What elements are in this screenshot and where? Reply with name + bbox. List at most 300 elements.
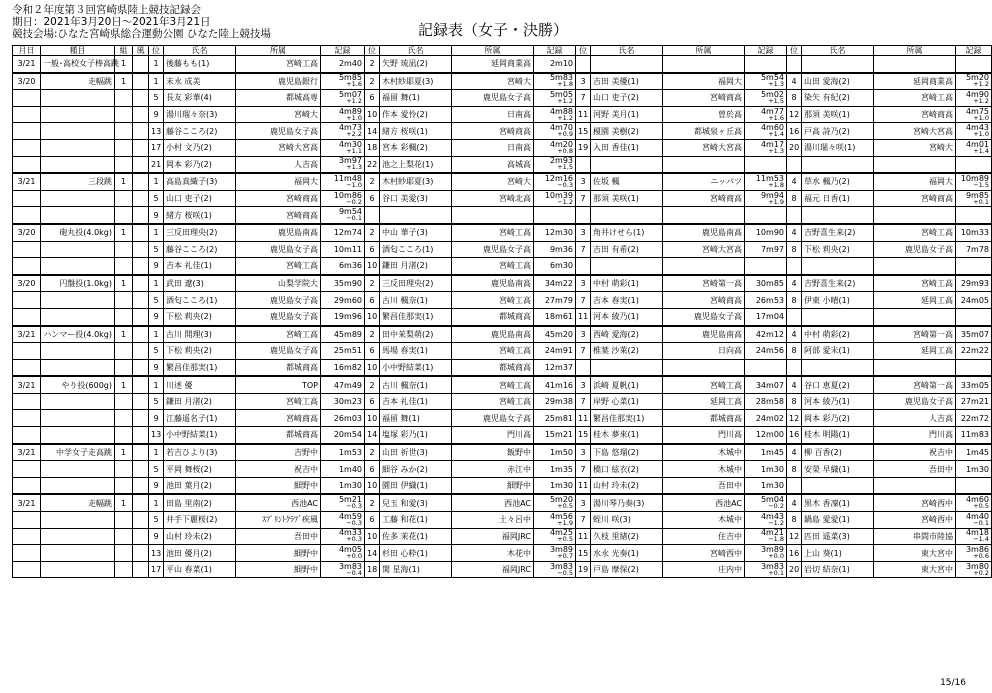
rank-cell: 5 (149, 343, 164, 360)
mark-cell (534, 207, 576, 224)
mark-value: 12m37 (544, 362, 573, 372)
wind-value: −0.2 (768, 502, 784, 511)
mark-cell (534, 561, 576, 578)
athlete-affiliation (663, 156, 745, 173)
athlete-name: 湯川琴乃奏(3) (591, 494, 663, 511)
heat-number: 1 (115, 376, 133, 393)
mark-cell (321, 561, 365, 578)
event-name: 砲丸投(4.0kg) (41, 224, 115, 241)
heat-number (115, 90, 133, 107)
mark-value: 33m05 (960, 380, 989, 390)
rank-cell: 11 (576, 106, 591, 123)
athlete-affiliation: ニッパツ (663, 173, 745, 190)
heat-number (115, 106, 133, 123)
wind-cell (133, 477, 149, 494)
event-name (41, 123, 115, 140)
mark-cell (956, 528, 992, 545)
event-date: 3/20 (13, 224, 41, 241)
rank-cell (787, 207, 802, 224)
column-header: 記録 (534, 46, 576, 56)
athlete-affiliation: 鹿児島南高 (236, 224, 321, 241)
rank-cell: 7 (576, 393, 591, 410)
athlete-name: 中村 萌彩(2) (802, 326, 874, 343)
rank-cell (787, 258, 802, 275)
heat-number (115, 207, 133, 224)
athlete-affiliation: 宮崎大 (874, 139, 956, 156)
athlete-affiliation: 宮崎工高 (236, 258, 321, 275)
event-date (13, 477, 41, 494)
wind-value: −1.8 (768, 535, 784, 544)
rank-cell: 5 (149, 90, 164, 107)
mark-value: 29m60 (333, 295, 362, 305)
mark-cell (745, 275, 787, 292)
table-row (13, 393, 992, 410)
heat-number (115, 427, 133, 444)
event-date (13, 190, 41, 207)
mark-cell (956, 224, 992, 241)
athlete-affiliation: 宮崎西中 (874, 512, 956, 529)
event-date (13, 359, 41, 376)
mark-cell (745, 343, 787, 360)
athlete-affiliation: 人吉高 (874, 410, 956, 427)
athlete-name: 戸高 詩乃(2) (802, 123, 874, 140)
table-row (13, 207, 992, 224)
table-row (13, 410, 992, 427)
rank-cell: 3 (576, 376, 591, 393)
mark-value: 1m30 (760, 464, 784, 474)
athlete-name: 角井けせら(1) (591, 224, 663, 241)
wind-cell (133, 139, 149, 156)
column-header: 記録 (956, 46, 992, 56)
table-row (13, 292, 992, 309)
athlete-affiliation: 宮崎工高 (874, 90, 956, 107)
athlete-name: 平岡 舞桜(2) (164, 461, 236, 478)
athlete-affiliation: 鹿児島女子高 (236, 292, 321, 309)
event-date (13, 410, 41, 427)
mark-value: 1m30 (760, 481, 784, 491)
mark-cell (956, 512, 992, 529)
mark-value: 1m45 (965, 447, 989, 457)
athlete-affiliation: 福岡大 (663, 73, 745, 90)
mark-value: 4m73 (338, 123, 362, 133)
mark-cell (321, 326, 365, 343)
athlete-name: 作本 愛怜(2) (380, 106, 452, 123)
heat-number (115, 139, 133, 156)
mark-value: 3m83 (760, 561, 784, 571)
mark-cell (745, 561, 787, 578)
mark-cell (745, 90, 787, 107)
rank-cell: 16 (787, 427, 802, 444)
heat-number (115, 343, 133, 360)
athlete-name: 吉本 礼佳(1) (164, 258, 236, 275)
rank-cell: 3 (576, 73, 591, 90)
athlete-name: 吉田 美優(1) (591, 73, 663, 90)
rank-cell: 2 (365, 56, 380, 73)
mark-value: 1m45 (760, 447, 784, 457)
athlete-name: 久枝 里緒(2) (591, 528, 663, 545)
heat-number: 1 (115, 494, 133, 511)
rank-cell: 5 (149, 292, 164, 309)
athlete-name (802, 56, 874, 73)
mark-cell (534, 477, 576, 494)
athlete-affiliation: 宮崎大宮高 (663, 139, 745, 156)
rank-cell: 2 (365, 326, 380, 343)
wind-cell (133, 292, 149, 309)
rank-cell: 1 (149, 56, 164, 73)
athlete-name: 吉野喜生来(2) (802, 275, 874, 292)
page-title: 記録表（女子・決勝） (418, 21, 569, 39)
heat-number (115, 528, 133, 545)
athlete-affiliation: 鹿児島南高 (663, 326, 745, 343)
wind-value: +0.5 (557, 535, 573, 544)
athlete-name: 黒木 香凜(1) (802, 494, 874, 511)
athlete-affiliation: 宮崎工高 (874, 275, 956, 292)
event-date (13, 106, 41, 123)
table-row (13, 427, 992, 444)
rank-cell: 8 (787, 461, 802, 478)
athlete-affiliation: 宮崎大 (236, 106, 321, 123)
athlete-affiliation: 鹿児島銀行 (236, 73, 321, 90)
athlete-name: 山田 愛海(2) (802, 73, 874, 90)
athlete-name: 岸野 心菜(1) (591, 393, 663, 410)
heat-number (115, 292, 133, 309)
athlete-affiliation: 吾田中 (236, 528, 321, 545)
event-name (41, 292, 115, 309)
wind-cell (133, 190, 149, 207)
table-row (13, 343, 992, 360)
event-name (41, 308, 115, 325)
mark-value: 11m83 (960, 430, 989, 440)
mark-value: 6m30 (549, 261, 573, 271)
table-row (13, 123, 992, 140)
athlete-affiliation: 都城泉ヶ丘高 (663, 123, 745, 140)
mark-cell (956, 56, 992, 73)
wind-value: +0.0 (346, 552, 362, 561)
athlete-affiliation: 門川高 (663, 427, 745, 444)
table-row (13, 90, 992, 107)
athlete-name (802, 477, 874, 494)
athlete-affiliation: 宮崎第一高 (874, 376, 956, 393)
event-date: 3/20 (13, 73, 41, 90)
athlete-name: 鎌田 月渚(2) (380, 258, 452, 275)
table-row (13, 561, 992, 578)
event-date (13, 461, 41, 478)
mark-cell (745, 308, 787, 325)
rank-cell: 7 (576, 241, 591, 258)
athlete-name (802, 359, 874, 376)
mark-value: 28m58 (755, 397, 784, 407)
mark-cell (956, 326, 992, 343)
table-row (13, 461, 992, 478)
athlete-affiliation: 細野中 (236, 561, 321, 578)
mark-cell (321, 190, 365, 207)
event-name: 円盤投(1.0kg) (41, 275, 115, 292)
wind-value: +0.9 (557, 130, 573, 139)
rank-cell: 3 (576, 444, 591, 461)
wind-value: +0.0 (768, 552, 784, 561)
athlete-name: 那須 美咲(1) (591, 190, 663, 207)
wind-value: +1.3 (768, 146, 784, 155)
mark-cell (745, 376, 787, 393)
athlete-name: 武田 遼(3) (164, 275, 236, 292)
athlete-name: 工藤 和花(1) (380, 512, 452, 529)
rank-cell: 9 (149, 477, 164, 494)
mark-cell (745, 123, 787, 140)
mark-cell (534, 106, 576, 123)
wind-cell (133, 444, 149, 461)
mark-cell (534, 494, 576, 511)
rank-cell: 22 (365, 156, 380, 173)
athlete-name: 吉田 有希(2) (591, 241, 663, 258)
athlete-name (591, 258, 663, 275)
athlete-affiliation: 宮崎大 (452, 73, 534, 90)
mark-cell (956, 156, 992, 173)
athlete-name: 矢野 琉凪(2) (380, 56, 452, 73)
wind-cell (133, 393, 149, 410)
wind-value: +0.8 (557, 146, 573, 155)
mark-value: 4m40 (965, 511, 989, 521)
wind-cell (133, 156, 149, 173)
athlete-name (380, 207, 452, 224)
header-row (13, 46, 992, 56)
mark-cell (534, 512, 576, 529)
rank-cell: 1 (149, 224, 164, 241)
rank-cell: 4 (787, 73, 802, 90)
athlete-affiliation: 日南高 (452, 139, 534, 156)
wind-value: +1.6 (768, 113, 784, 122)
heat-number: 1 (115, 73, 133, 90)
wind-cell (133, 494, 149, 511)
mark-value: 9m85 (965, 190, 989, 200)
heat-number (115, 258, 133, 275)
rank-cell: 4 (787, 444, 802, 461)
athlete-affiliation: 東大宮中 (874, 545, 956, 562)
mark-value: 22m72 (960, 413, 989, 423)
mark-value: 4m21 (760, 528, 784, 538)
mark-value: 7m97 (760, 244, 784, 254)
event-date (13, 258, 41, 275)
mark-value: 27m21 (960, 397, 989, 407)
athlete-name: 馬場 春実(1) (380, 343, 452, 360)
mark-cell (956, 308, 992, 325)
mark-cell (534, 359, 576, 376)
mark-cell (956, 561, 992, 578)
athlete-name: 中山 華子(3) (380, 224, 452, 241)
wind-value: +1.9 (557, 518, 573, 527)
event-date (13, 207, 41, 224)
mark-value: 30m85 (755, 279, 784, 289)
mark-value: 45m89 (333, 329, 362, 339)
wind-cell (133, 258, 149, 275)
mark-value: 2m93 (549, 156, 573, 166)
mark-cell (745, 393, 787, 410)
athlete-affiliation: 福岡大 (874, 173, 956, 190)
rank-cell: 9 (149, 207, 164, 224)
rank-cell: 13 (149, 123, 164, 140)
athlete-name: 江藤遥名子(1) (164, 410, 236, 427)
athlete-name: 若吉ひより(3) (164, 444, 236, 461)
athlete-affiliation: 宮崎商高 (663, 190, 745, 207)
athlete-name: 三反田理央(2) (380, 275, 452, 292)
table-row (13, 258, 992, 275)
mark-value: 47m49 (333, 380, 362, 390)
rank-cell: 7 (576, 190, 591, 207)
mark-cell (956, 444, 992, 461)
mark-cell (745, 444, 787, 461)
table-row (13, 444, 992, 461)
athlete-name: 草水 楓乃(2) (802, 173, 874, 190)
athlete-name: 西崎 愛海(2) (591, 326, 663, 343)
mark-value: 5m07 (338, 89, 362, 99)
mark-value: 10m89 (960, 173, 989, 183)
heat-number (115, 410, 133, 427)
rank-cell: 21 (149, 156, 164, 173)
rank-cell: 7 (576, 461, 591, 478)
wind-cell (133, 326, 149, 343)
athlete-affiliation: 吾田中 (874, 461, 956, 478)
mark-cell (321, 156, 365, 173)
athlete-name: 池之上梨花(1) (380, 156, 452, 173)
mark-value: 2m10 (549, 59, 573, 69)
athlete-affiliation (663, 207, 745, 224)
athlete-name: 吉本 春実(1) (591, 292, 663, 309)
wind-value: −0.3 (346, 518, 362, 527)
mark-cell (956, 207, 992, 224)
athlete-name: 鎌田 月渚(2) (164, 393, 236, 410)
rank-cell: 20 (787, 561, 802, 578)
rank-cell: 18 (365, 139, 380, 156)
mark-cell (745, 410, 787, 427)
heat-number (115, 359, 133, 376)
athlete-affiliation: 土々呂中 (452, 512, 534, 529)
athlete-affiliation: 門川高 (874, 427, 956, 444)
mark-value: 3m80 (965, 561, 989, 571)
athlete-affiliation: 延岡工高 (874, 292, 956, 309)
event-name (41, 528, 115, 545)
column-header: 位 (787, 46, 802, 56)
athlete-affiliation: 吉野中 (236, 444, 321, 461)
mark-cell (956, 393, 992, 410)
mark-cell (956, 73, 992, 90)
rank-cell: 15 (576, 545, 591, 562)
mark-value: 11m53 (755, 173, 784, 183)
table-row (13, 477, 992, 494)
athlete-affiliation (663, 56, 745, 73)
athlete-affiliation: 鹿児島女子高 (236, 308, 321, 325)
mark-value: 4m20 (549, 139, 573, 149)
rank-cell: 10 (365, 106, 380, 123)
athlete-affiliation: 日向高 (663, 343, 745, 360)
athlete-name: 染矢 有紀(2) (802, 90, 874, 107)
wind-cell (133, 123, 149, 140)
rank-cell: 6 (365, 292, 380, 309)
athlete-affiliation: 木城中 (663, 444, 745, 461)
mark-value: 29m93 (960, 279, 989, 289)
mark-value: 4m60 (760, 123, 784, 133)
rank-cell (787, 359, 802, 376)
mark-value: 4m43 (760, 511, 784, 521)
mark-value: 4m17 (760, 139, 784, 149)
table-row (13, 73, 992, 90)
event-date: 3/21 (13, 376, 41, 393)
athlete-affiliation: 宮崎工高 (236, 393, 321, 410)
wind-cell (133, 56, 149, 73)
mark-cell (321, 528, 365, 545)
event-name: 走幅跳 (41, 73, 115, 90)
wind-value: −0.3 (557, 180, 573, 189)
column-header: 種目 (41, 46, 115, 56)
athlete-name: 藤谷こころ(2) (164, 241, 236, 258)
rank-cell: 2 (365, 73, 380, 90)
athlete-name: 佐多 茉花(1) (380, 528, 452, 545)
rank-cell: 3 (576, 173, 591, 190)
mark-value: 45m20 (544, 329, 573, 339)
mark-value: 35m90 (333, 279, 362, 289)
athlete-name: 水永 光奏(1) (591, 545, 663, 562)
wind-value: +1.3 (768, 80, 784, 89)
athlete-affiliation: 宮崎商高 (874, 190, 956, 207)
mark-value: 12m16 (544, 173, 573, 183)
mark-value: 42m12 (755, 329, 784, 339)
rank-cell: 4 (787, 326, 802, 343)
athlete-name: 長友 彩華(4) (164, 90, 236, 107)
heat-number (115, 512, 133, 529)
athlete-affiliation: 都城商高 (452, 308, 534, 325)
athlete-name: 高島真織子(3) (164, 173, 236, 190)
athlete-affiliation: 延岡商業高 (874, 73, 956, 90)
rank-cell: 3 (576, 494, 591, 511)
athlete-name: 鍋島 愛愛(1) (802, 512, 874, 529)
mark-value: 5m02 (760, 89, 784, 99)
wind-cell (133, 545, 149, 562)
wind-value: −0.1 (973, 518, 989, 527)
mark-value: 3m97 (338, 156, 362, 166)
table-row (13, 275, 992, 292)
mark-cell (534, 56, 576, 73)
mark-cell (321, 241, 365, 258)
athlete-name: 下松 莉央(2) (802, 241, 874, 258)
athlete-affiliation: 西池AC (452, 494, 534, 511)
mark-value: 15m21 (544, 430, 573, 440)
wind-cell (133, 173, 149, 190)
mark-cell (321, 207, 365, 224)
athlete-name: 杉田 心粋(1) (380, 545, 452, 562)
heat-number: 1 (115, 444, 133, 461)
page-number: 15/16 (940, 678, 966, 688)
table-row (13, 173, 992, 190)
mark-cell (321, 224, 365, 241)
mark-value: 1m30 (338, 481, 362, 491)
mark-value: 4m59 (338, 511, 362, 521)
athlete-name: 園田 伊織(1) (380, 477, 452, 494)
athlete-name: 関 星海(1) (380, 561, 452, 578)
mark-cell (534, 275, 576, 292)
rank-cell: 6 (365, 90, 380, 107)
athlete-name: 入田 香佳(1) (591, 139, 663, 156)
athlete-name: 繁昌佳那実(1) (380, 308, 452, 325)
rank-cell: 4 (787, 173, 802, 190)
mark-cell (745, 545, 787, 562)
event-date (13, 512, 41, 529)
mark-cell (321, 545, 365, 562)
column-header: 所属 (452, 46, 534, 56)
athlete-name: 山口 吏子(2) (164, 190, 236, 207)
athlete-affiliation: 宮崎工高 (452, 292, 534, 309)
athlete-name: 末永 成美 (164, 73, 236, 90)
athlete-name: 酒匂こころ(1) (164, 292, 236, 309)
athlete-affiliation: 宮崎西中 (663, 545, 745, 562)
mark-cell (321, 123, 365, 140)
